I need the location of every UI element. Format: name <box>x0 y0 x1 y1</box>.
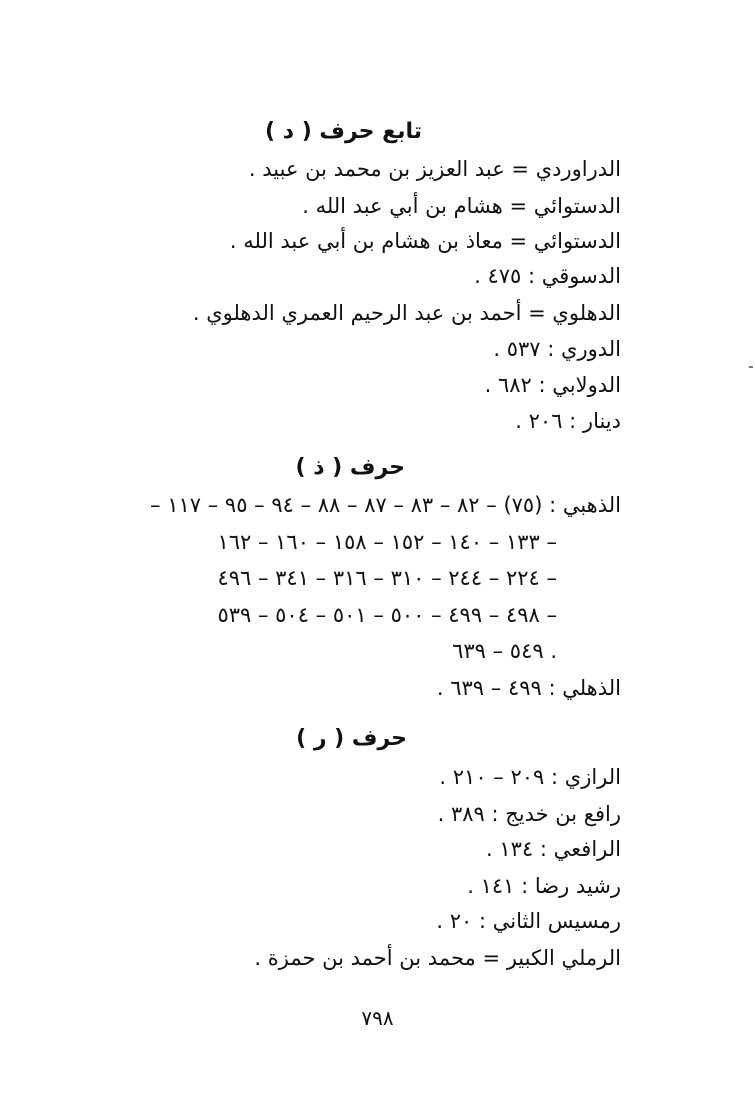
page-number: ٧٩٨ <box>361 1006 394 1030</box>
index-entry-dhahabi-line-3: ٢٢٤ – ٢٤٤ – ٣١٠ – ٣١٦ – ٣٤١ – ٤٩٦ – <box>217 566 557 590</box>
index-entry: الدولابي : ٦٨٢ . <box>484 373 621 397</box>
index-entry-dhahabi-line-1: الذهبي : (٧٥) – ٨٢ – ٨٣ – ٨٧ – ٨٨ – ٩٤ – ٩٥ – ١١٧ – <box>150 493 621 517</box>
index-entry: الرملي الكبير = محمد بن أحمد بن حمزة . <box>254 946 621 970</box>
section-heading-dhal: حرف ( ذ ) <box>295 455 405 480</box>
index-entry: الدهلوي = أحمد بن عبد الرحيم العمري الدهلوي . <box>192 301 621 325</box>
index-entry: رشيد رضا : ١٤١ . <box>467 874 621 898</box>
index-entry-dhahabi-line-4: ٤٩٨ – ٤٩٩ – ٥٠٠ – ٥٠١ – ٥٠٤ – ٥٣٩ – <box>217 603 557 627</box>
index-entry: الذهلي : ٤٩٩ – ٦٣٩ . <box>436 676 621 700</box>
index-entry-dhahabi-line-2: ١٣٣ – ١٤٠ – ١٥٢ – ١٥٨ – ١٦٠ – ١٦٢ – <box>217 530 557 554</box>
index-entry: الرازي : ٢٠٩ – ٢١٠ . <box>439 765 621 789</box>
index-entry: الرافعي : ١٣٤ . <box>486 837 621 861</box>
index-entry: الدستوائي = معاذ بن هشام بن أبي عبد الله . <box>229 229 621 253</box>
index-entry: الدراوردي = عبد العزيز بن محمد بن عبيد . <box>248 157 621 181</box>
index-entry: دينار : ٢٠٦ . <box>515 409 621 433</box>
section-heading-ra: حرف ( ر ) <box>296 726 407 751</box>
index-entry: رمسيس الثاني : ٢٠ . <box>436 909 621 933</box>
section-heading-dal: تابع حرف ( د ) <box>265 119 422 144</box>
index-entry: الدوري : ٥٣٧ . <box>493 337 621 361</box>
index-entry: رافع بن خديج : ٣٨٩ . <box>437 802 621 826</box>
index-entry-dhahabi-line-5: ٥٤٩ – ٦٣٩ . <box>452 639 557 663</box>
index-entry: الدسوقي : ٤٧٥ . <box>474 264 621 288</box>
scan-edge-mark <box>749 366 753 368</box>
index-entry: الدستوائي = هشام بن أبي عبد الله . <box>302 194 621 218</box>
